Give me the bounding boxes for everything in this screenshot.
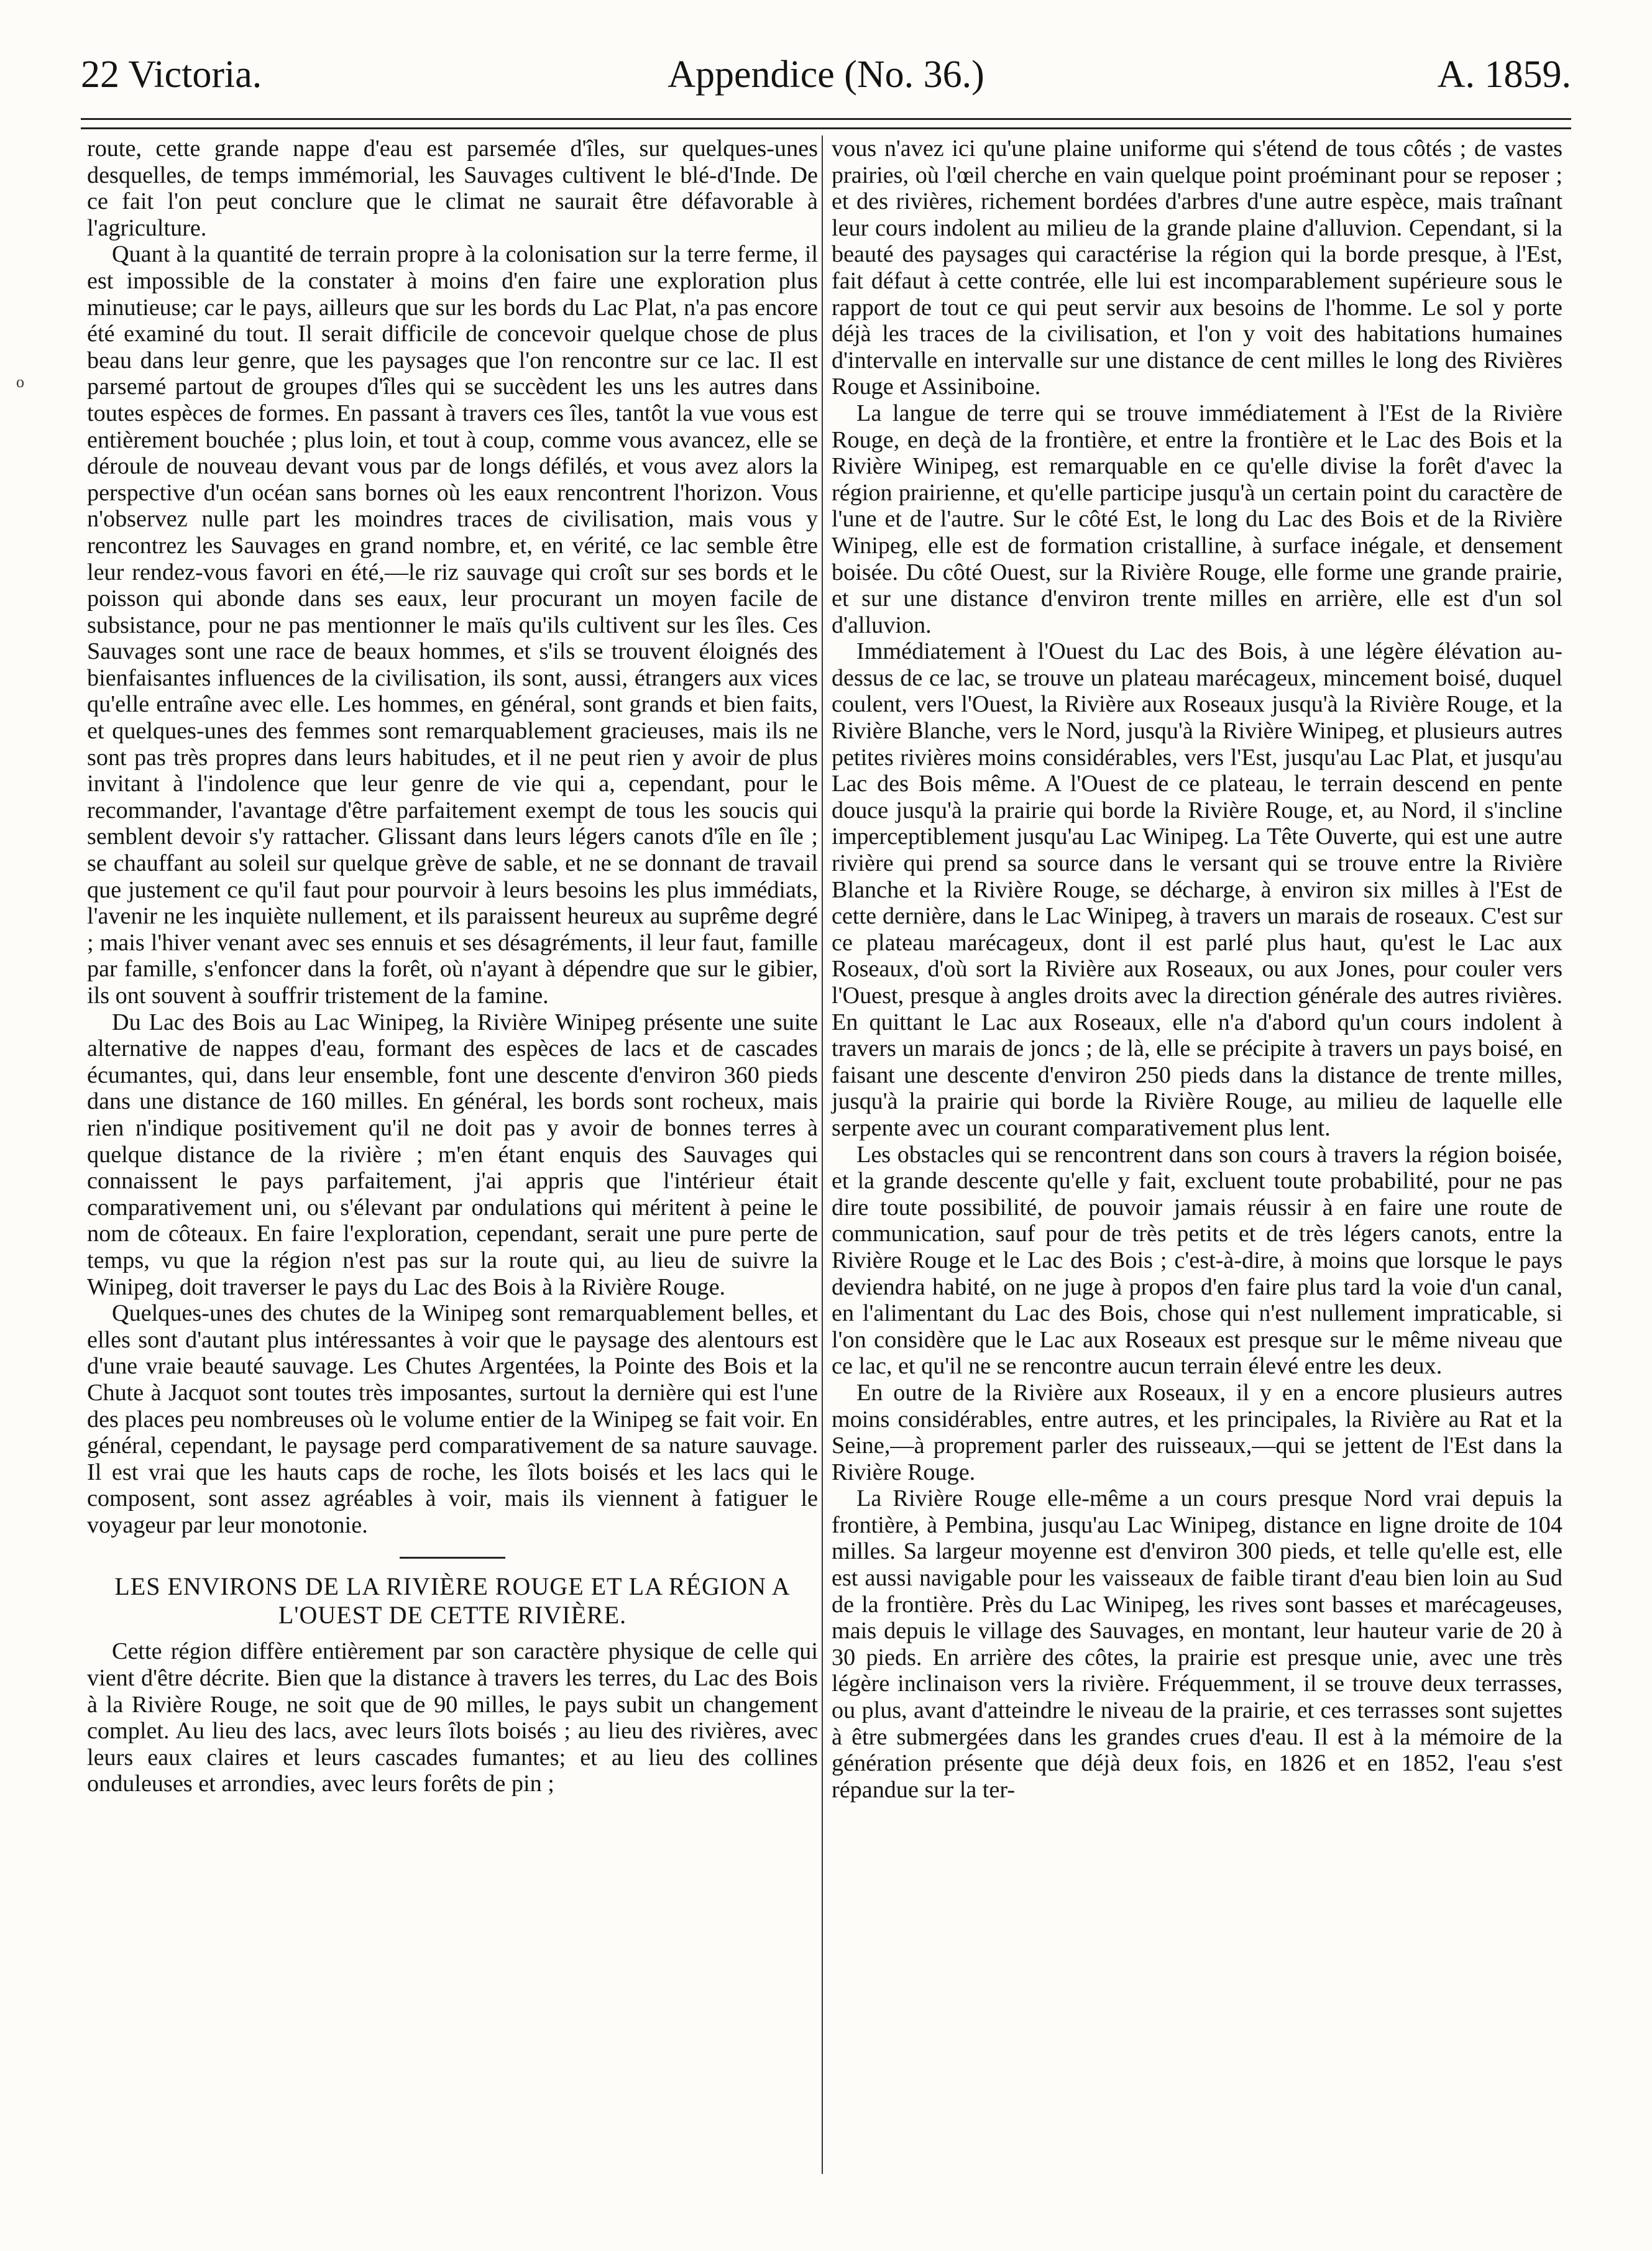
header-session: 22 Victoria.	[81, 53, 262, 96]
section-heading: LES ENVIRONS DE LA RIVIÈRE ROUGE ET LA RÉGION A L'OUEST DE CETTE RIVIÈRE.	[114, 1572, 791, 1630]
paragraph: Quant à la quantité de terrain propre à la colonisation sur la terre ferme, il est impossible de la constater à moins d'en faire une exploration plus minutieuse; car le pays, ailleurs que sur les bords du Lac Plat, n'a pas encore été examiné du tout. Il serait difficile de concevoir quelque chose de plus beau dans leur genre, que les paysages que l'on rencontre sur ce lac. Il est parsemé partout de groupes d'îles qui se succèdent les uns les autres dans toutes espèces de formes. En passant à travers ces îles, tantôt la vue vous est entièrement bouchée ; plus loin, et tout à coup, comme vous avancez, elle se déroule de nouveau devant vous par de longs défilés, et vous avez alors la perspective d'un océan sans bornes où les eaux rencontrent l'horizon. Vous n'observez nulle part les moindres traces de civilisation, mais vous y rencontrez les Sauvages en grand nombre, et, en vérité, ce lac semble être leur rendez-vous favori en été,—le riz sauvage qui croît sur ses bords et le poisson qui abonde dans ses eaux, leur procurant un moyen facile de subsistance, pour ne pas mentionner le maïs qu'ils cultivent sur les îles. Ces Sauvages sont une race de beaux hommes, et s'ils se trouvent éloignés des bienfaisantes influences de la civilisation, ils sont, aussi, étrangers aux vices qu'elle entraîne avec elle. Les hommes, en général, sont grands et bien faits, et quelques-unes des femmes sont remarquablement gracieuses, mais ils ne sont pas très propres dans leurs habitudes, et il ne peut rien y avoir de plus invitant à l'indolence que leur genre de vie qui a, cependant, pour le recommander, l'avantage d'être parfaitement exempt de tous les soucis qui semblent devoir s'y rattacher. Glissant dans leurs légers canots d'île en île ; se chauffant au soleil sur quelque grève de sable, et ne se donnant de travail que justement ce qu'il faut pour pourvoir à leurs besoins les plus immédiats, l'avenir ne les inquiète nullement, et ils paraissent heureux au suprême degré ; mais l'hiver venant avec ses ennuis et ses désagréments, il leur faut, famille par famille, s'enfoncer dans la forêt, où n'ayant à dépendre que sur le gibier, ils ont souvent à souffrir tristement de la famine.	[87, 241, 818, 1009]
paragraph: route, cette grande nappe d'eau est parsemée d'îles, sur quelques-unes desquelles, de temps immémorial, les Sauvages cultivent le blé-d'Inde. De ce fait l'on peut conclure que le climat ne saurait être défavorable à l'agriculture.	[87, 135, 818, 241]
right-column	[832, 135, 1563, 1803]
margin-mark: o	[16, 373, 24, 391]
paragraph: Les obstacles qui se rencontrent dans son cours à travers la région boisée, et la grande descente qu'elle y fait, excluent toute probabilité, pour ne pas dire toute possibilité, de pouvoir jamais réussir à en faire une route de communication, sauf pour de très petits et de très légers canots, entre la Rivière Rouge et le Lac des Bois ; c'est-à-dire, à moins que lorsque le pays deviendra habité, on ne juge à propos d'en faire plus tard la voie d'un canal, en l'alimentant du Lac des Bois, chose qui n'est nullement impraticable, si l'on considère que le Lac aux Roseaux est presque sur le même niveau que ce lac, et qu'il ne se rencontre aucun terrain élevé entre les deux.	[832, 1141, 1563, 1380]
left-column	[87, 135, 818, 1797]
paragraph: Immédiatement à l'Ouest du Lac des Bois, à une légère élévation au-dessus de ce lac, se trouve un plateau marécageux, mincement boisé, duquel coulent, vers l'Ouest, la Rivière aux Roseaux jusqu'à la Rivière Rouge, et la Rivière Blanche, vers le Nord, jusqu'à la Rivière Winipeg, et plusieurs autres petites rivières moins considérables, vers l'Est, jusqu'au Lac Plat, et jusqu'au Lac des Bois même. A l'Ouest de ce plateau, le terrain descend en pente douce jusqu'à la prairie qui borde la Rivière Rouge, et, au Nord, il s'incline imperceptiblement jusqu'au Lac Winipeg. La Tête Ouverte, qui est une autre rivière qui prend sa source dans le versant qui se trouve entre la Rivière Blanche et la Rivière Rouge, se décharge, à environ six milles à l'Est de cette dernière, dans le Lac Winipeg, à travers un marais de roseaux. C'est sur ce plateau marécageux, dont il est parlé plus haut, qu'est le Lac aux Roseaux, d'où sort la Rivière aux Roseaux, ou aux Jones, pour couler vers l'Ouest, presque à angles droits avec la direction générale des autres rivières. En quittant le Lac aux Roseaux, elle n'a d'abord qu'un cours indolent à travers un marais de joncs ; de là, elle se précipite à travers un pays boisé, en faisant une descente d'environ 250 pieds dans la distance de trente milles, jusqu'à la prairie qui borde la Rivière Rouge, au milieu de laquelle elle serpente avec un courant comparativement plus lent.	[832, 638, 1563, 1141]
header-appendix: Appendice (No. 36.)	[668, 53, 984, 96]
header-year: A. 1859.	[1437, 53, 1571, 96]
page-header	[81, 44, 1571, 106]
section-divider	[400, 1557, 505, 1559]
paragraph: La langue de terre qui se trouve immédiatement à l'Est de la Rivière Rouge, en deçà de la frontière, et entre la frontière et le Lac des Bois et la Rivière Winipeg, est remarquable en ce qu'elle divise la forêt d'avec la région prairienne, et qu'elle participe jusqu'à un certain point du caractère de l'une et de l'autre. Sur le côté Est, le long du Lac des Bois et de la Rivière Winipeg, elle est de formation cristalline, à surface inégale, et densement boisée. Du côté Ouest, sur la Rivière Rouge, elle forme une grande prairie, et sur une distance d'environ trente milles en arrière, elle est d'un sol d'alluvion.	[832, 400, 1563, 638]
paragraph: La Rivière Rouge elle-même a un cours presque Nord vrai depuis la frontière, à Pembina, jusqu'au Lac Winipeg, distance en ligne droite de 104 milles. Sa largeur moyenne est d'environ 300 pieds, et telle qu'elle est, elle est aussi navigable pour les vaisseaux de faible tirant d'eau bien loin au Sud de la frontière. Près du Lac Winipeg, les rives sont basses et marécageuses, mais depuis le village des Sauvages, en montant, leur hauteur varie de 20 à 30 pieds. En arrière des côtes, la prairie est presque unie, avec une très légère inclinaison vers la rivière. Fréquemment, il se trouve deux terrasses, ou plus, avant d'atteindre le niveau de la prairie, et ces terrasses sont sujettes à être submergées dans les grandes crues d'eau. Il est à la mémoire de la génération présente que déjà deux fois, en 1826 et en 1852, l'eau s'est répandue sur la ter-	[832, 1485, 1563, 1803]
paragraph: Cette région diffère entièrement par son caractère physique de celle qui vient d'être décrite. Bien que la distance à travers les terres, du Lac des Bois à la Rivière Rouge, ne soit que de 90 milles, le pays subit un changement complet. Au lieu des lacs, avec leurs îlots boisés ; au lieu des rivières, avec leurs eaux claires et leurs cascades fumantes; et au lieu des collines onduleuses et arrondies, avec leurs forêts de pin ;	[87, 1638, 818, 1797]
column-divider	[822, 135, 823, 2174]
paragraph: Quelques-unes des chutes de la Winipeg sont remarquablement belles, et elles sont d'autant plus intéressantes à voir que le paysage des alentours est d'une vraie beauté sauvage. Les Chutes Argentées, la Pointe des Bois et la Chute à Jacquot sont toutes très imposantes, surtout la dernière qui est l'une des places peu nombreuses où le volume entier de la Winipeg se fait voir. En général, cependant, le paysage perd comparativement de sa nature sauvage. Il est vrai que les hauts caps de roche, les îlots boisés et les lacs qui le composent, sont assez agréables à voir, mais ils viennent à fatiguer le voyageur par leur monotonie.	[87, 1300, 818, 1538]
header-double-rule	[81, 118, 1571, 129]
paragraph: Du Lac des Bois au Lac Winipeg, la Rivière Winipeg présente une suite alternative de nappes d'eau, formant des espèces de lacs et de cascades écumantes, qui, dans leur ensemble, font une descente d'environ 360 pieds dans une distance de 160 milles. En général, les bords sont rocheux, mais rien n'indique positivement qu'il ne doit pas y avoir de bonnes terres à quelque distance de la rivière ; m'en étant enquis des Sauvages qui connaissent le pays parfaitement, j'ai appris que l'intérieur était comparativement uni, ou s'élevant par ondulations qui méritent à peine le nom de côteaux. En faire l'exploration, cependant, serait une pure perte de temps, vu que la région n'est pas sur la route qui, au lieu de suivre la Winipeg, doit traverser le pays du Lac des Bois à la Rivière Rouge.	[87, 1009, 818, 1300]
paragraph: En outre de la Rivière aux Roseaux, il y en a encore plusieurs autres moins considérables, entre autres, et les principales, la Rivière au Rat et la Seine,—à proprement parler des ruisseaux,—qui se jettent de l'Est dans la Rivière Rouge.	[832, 1379, 1563, 1485]
paragraph: vous n'avez ici qu'une plaine uniforme qui s'étend de tous côtés ; de vastes prairies, où l'œil cherche en vain quelque point proéminant pour se reposer ; et des rivières, richement bordées d'arbres d'une autre espèce, mais traînant leur cours indolent au milieu de la grande plaine d'alluvion. Cependant, si la beauté des paysages qui caractérise la région qui la borde presque, à l'Est, fait défaut à cette contrée, elle lui est incomparablement supérieure sous le rapport de tout ce qui peut servir aux besoins de l'homme. Le sol y porte déjà les traces de la civilisation, et l'on y voit des habitations humaines d'intervalle en intervalle sur une distance de cent milles le long des Rivières Rouge et Assiniboine.	[832, 135, 1563, 400]
